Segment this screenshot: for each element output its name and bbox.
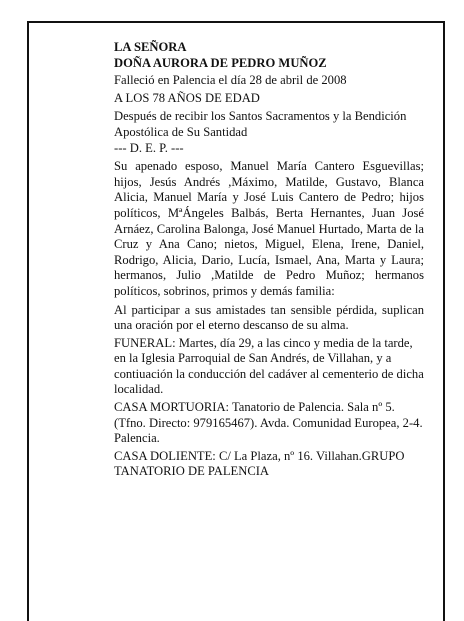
age-info: A LOS 78 AÑOS DE EDAD [114,90,260,105]
mourning-house-info: CASA DOLIENTE: C/ La Plaza, nº 16. Villahan.GRUPO TANATORIO DE PALENCIA [114,448,405,479]
death-info: Falleció en Palencia el día 28 de abril de 2008 [114,73,347,88]
mortuary-info: CASA MORTUORIA: Tanatorio de Palencia. Sala nº 5. (Tfno. Directo: 979165467). Avda. Comunidad Europea, 2-4. Palencia. [114,400,423,446]
obituary-notice [114,40,424,480]
dep-line: --- D. E. P. --- [114,140,184,155]
family-list: Su apenado esposo, Manuel María Cantero Esguevillas; hijos, Jesús Andrés ,Máximo, Matilde, Gustavo, Blanca Alicia, Manuel María y José Luis Cantero de Pedro; hijos políticos, MªÁngeles Balbás, Berta Hernantes, Juan José Arnáez, Carolina Balonga, José Manuel Hurtado, Marta de la Cruz y Ana Cano; nietos, Miguel, Elena, Irene, Daniel, Rodrigo, Alicia, Dario, Lucía, Ismael, Ana, Marta y Laura; hermanos, Julio ,Matilde de Pedro Muñoz; hermanos políticos, sobrinos, primos y demás familia: [114,159,424,298]
prayer-request: Al participar a sus amistades tan sensible pérdida, suplican una oración por el eterno descanso de su alma. [114,302,424,333]
deceased-name: DOÑA AURORA DE PEDRO MUÑOZ [114,55,327,70]
funeral-info: FUNERAL: Martes, día 29, a las cinco y media de la tarde, en la Iglesia Parroquial de San Andrés, de Villahan, y a contiuación la conducción del cadáver al cementerio de dicha localidad. [114,335,424,397]
notice-heading-title: LA SEÑORA [114,40,187,54]
sacraments-info: Después de recibir los Santos Sacramentos y la Bendición Apostólica de Su Santidad [114,109,407,139]
